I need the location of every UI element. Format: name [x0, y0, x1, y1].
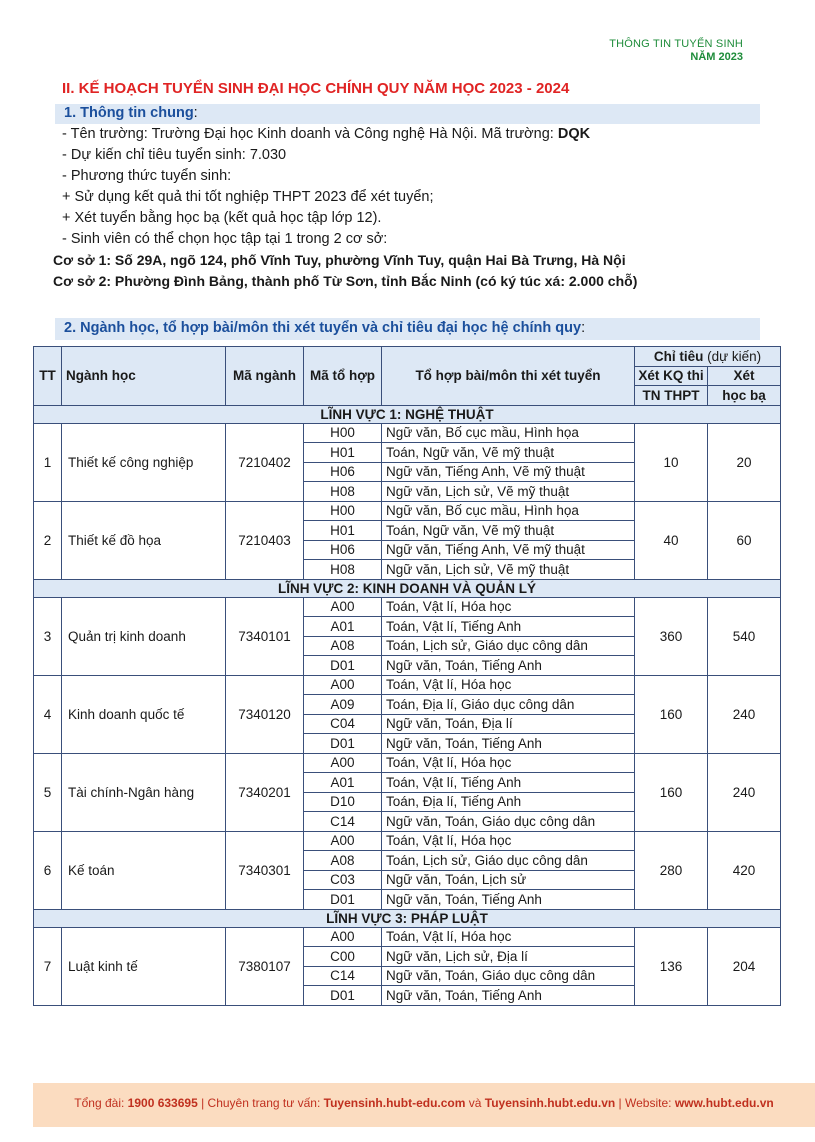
combo-subjects: Ngữ văn, Toán, Giáo dục công dân — [382, 812, 635, 832]
combo-subjects: Ngữ văn, Tiếng Anh, Vẽ mỹ thuật — [382, 462, 635, 482]
combo-code: H08 — [304, 482, 382, 502]
combo-subjects: Ngữ văn, Toán, Tiếng Anh — [382, 890, 635, 910]
major-index: 2 — [34, 501, 62, 579]
quota-thpt: 280 — [635, 831, 708, 909]
school-line — [62, 124, 637, 145]
combo-subjects: Ngữ văn, Lịch sử, Vẽ mỹ thuật — [382, 560, 635, 580]
major-name: Luật kinh tế — [62, 927, 226, 1005]
header-tt: TT — [34, 347, 62, 406]
major-index: 6 — [34, 831, 62, 909]
combo-subjects: Ngữ văn, Toán, Tiếng Anh — [382, 734, 635, 754]
combo-subjects: Toán, Vật lí, Tiếng Anh — [382, 773, 635, 793]
combo-code: H00 — [304, 501, 382, 521]
campus-2: Cơ sở 2: Phường Đình Bảng, thành phố Từ Sơn, tỉnh Bắc Ninh (có ký túc xá: 2.000 chỗ) — [53, 273, 638, 289]
combo-subjects: Ngữ văn, Toán, Tiếng Anh — [382, 656, 635, 676]
combo-subjects: Ngữ văn, Lịch sử, Vẽ mỹ thuật — [382, 482, 635, 502]
site-link-1[interactable]: Tuyensinh.hubt-edu.com — [323, 1096, 466, 1110]
major-name: Tài chính-Ngân hàng — [62, 753, 226, 831]
combo-subjects: Ngữ văn, Tiếng Anh, Vẽ mỹ thuật — [382, 540, 635, 560]
table-row — [34, 501, 781, 521]
major-name: Quản trị kinh doanh — [62, 597, 226, 675]
quota-hocba: 20 — [708, 423, 781, 501]
major-name: Thiết kế đồ họa — [62, 501, 226, 579]
combo-code: D01 — [304, 734, 382, 754]
field-row — [34, 909, 781, 927]
major-name: Kế toán — [62, 831, 226, 909]
combo-code: C14 — [304, 812, 382, 832]
combo-subjects: Ngữ văn, Toán, Địa lí — [382, 714, 635, 734]
header-line1: THÔNG TIN TUYỂN SINH — [609, 38, 743, 50]
combo-code: C04 — [304, 714, 382, 734]
combo-code: A08 — [304, 636, 382, 656]
quota-hocba: 420 — [708, 831, 781, 909]
combo-subjects: Toán, Vật lí, Hóa học — [382, 927, 635, 947]
subsection-colon: : — [193, 105, 198, 121]
combo-subjects: Toán, Vật lí, Hóa học — [382, 831, 635, 851]
major-code: 7340301 — [226, 831, 304, 909]
major-code: 7210403 — [226, 501, 304, 579]
major-code: 7210402 — [226, 423, 304, 501]
subsection-title: 2. Ngành học, tổ hợp bài/môn thi xét tuyển và chỉ tiêu đại học hệ chính quy — [64, 320, 582, 336]
combo-subjects: Ngữ văn, Toán, Giáo dục công dân — [382, 966, 635, 986]
subsection-general-info — [55, 104, 760, 124]
major-index: 1 — [34, 423, 62, 501]
header-hocba-2: học bạ — [708, 386, 781, 406]
field-row — [34, 405, 781, 423]
combo-subjects: Toán, Lịch sử, Giáo dục công dân — [382, 851, 635, 871]
combo-code: C14 — [304, 966, 382, 986]
table-row — [34, 675, 781, 695]
combo-subjects: Toán, Vật lí, Hóa học — [382, 597, 635, 617]
page-header — [609, 38, 743, 64]
combo-subjects: Ngữ văn, Lịch sử, Địa lí — [382, 947, 635, 967]
website-link[interactable]: www.hubt.edu.vn — [674, 1096, 774, 1110]
quota-line: - Dự kiến chỉ tiêu tuyển sinh: 7.030 — [62, 147, 287, 163]
quota-hocba: 540 — [708, 597, 781, 675]
section-title: II. KẾ HOẠCH TUYỂN SINH ĐẠI HỌC CHÍNH QUY NĂM HỌC 2023 - 2024 — [62, 80, 570, 97]
combo-code: H01 — [304, 443, 382, 463]
table-row — [34, 597, 781, 617]
header-major-code: Mã ngành — [226, 347, 304, 406]
combo-subjects: Ngữ văn, Toán, Tiếng Anh — [382, 986, 635, 1006]
school-code: DQK — [557, 126, 591, 142]
combo-subjects: Toán, Vật lí, Tiếng Anh — [382, 617, 635, 637]
combo-subjects: Toán, Ngữ văn, Vẽ mỹ thuật — [382, 443, 635, 463]
header-hocba-1: Xét — [708, 366, 781, 386]
combo-code: A09 — [304, 695, 382, 715]
quota-thpt: 136 — [635, 927, 708, 1005]
combo-subjects: Toán, Địa lí, Giáo dục công dân — [382, 695, 635, 715]
combo-code: A01 — [304, 773, 382, 793]
header-thpt-2: TN THPT — [635, 386, 708, 406]
combo-subjects: Ngữ văn, Toán, Lịch sử — [382, 870, 635, 890]
quota-hocba: 240 — [708, 675, 781, 753]
header-combo: Tổ hợp bài/môn thi xét tuyển — [382, 347, 635, 406]
quota-hocba: 60 — [708, 501, 781, 579]
combo-code: A00 — [304, 753, 382, 773]
combo-code: A08 — [304, 851, 382, 871]
general-info-block — [53, 124, 638, 292]
field-row — [34, 579, 781, 597]
major-index: 7 — [34, 927, 62, 1005]
quota-hocba: 240 — [708, 753, 781, 831]
combo-subjects: Toán, Lịch sử, Giáo dục công dân — [382, 636, 635, 656]
combo-code: C03 — [304, 870, 382, 890]
combo-code: H08 — [304, 560, 382, 580]
major-code: 7340120 — [226, 675, 304, 753]
quota-thpt: 360 — [635, 597, 708, 675]
subsection-colon: : — [581, 320, 586, 336]
campus-1: Cơ sở 1: Số 29A, ngõ 124, phố Vĩnh Tuy, phường Vĩnh Tuy, quận Hai Bà Trưng, Hà Nội — [53, 252, 626, 268]
major-name: Thiết kế công nghiệp — [62, 423, 226, 501]
table-row — [34, 753, 781, 773]
header-quota-label: Chỉ tiêu — [653, 348, 704, 364]
combo-subjects: Toán, Vật lí, Hóa học — [382, 753, 635, 773]
field-title: LĨNH VỰC 2: KINH DOANH VÀ QUẢN LÝ — [34, 579, 781, 597]
field-title: LĨNH VỰC 3: PHÁP LUẬT — [34, 909, 781, 927]
combo-code: A00 — [304, 927, 382, 947]
table-body — [34, 405, 781, 1005]
field-title: LĨNH VỰC 1: NGHỆ THUẬT — [34, 405, 781, 423]
combo-code: H00 — [304, 423, 382, 443]
major-code: 7340201 — [226, 753, 304, 831]
campus-note: - Sinh viên có thể chọn học tập tại 1 trong 2 cơ sở: — [62, 231, 388, 247]
combo-subjects: Ngữ văn, Bố cục mầu, Hình họa — [382, 501, 635, 521]
header-quota-note: (dự kiến) — [707, 348, 762, 364]
header-thpt-1: Xét KQ thi — [635, 366, 708, 386]
major-name: Kinh doanh quốc tế — [62, 675, 226, 753]
combo-code: D10 — [304, 792, 382, 812]
footer-text: Tổng đài: 1900 633695 | Chuyên trang tư vấn: Tuyensinh.hubt-edu.com và Tuyensinh.hubt.edu.vn | Website: www.hubt.edu.vn — [74, 1096, 774, 1110]
header-quota — [635, 347, 781, 367]
header-major: Ngành học — [62, 347, 226, 406]
combo-subjects: Toán, Địa lí, Tiếng Anh — [382, 792, 635, 812]
quota-thpt: 160 — [635, 675, 708, 753]
subsection-majors — [55, 318, 760, 340]
combo-code: H06 — [304, 540, 382, 560]
method-1: + Sử dụng kết quả thi tốt nghiệp THPT 2023 để xét tuyển; — [62, 189, 434, 205]
combo-code: A01 — [304, 617, 382, 637]
combo-code: A00 — [304, 597, 382, 617]
footer-bar — [33, 1083, 815, 1127]
major-code: 7380107 — [226, 927, 304, 1005]
method-2: + Xét tuyển bằng học bạ (kết quả học tập lớp 12). — [62, 210, 382, 226]
combo-code: D01 — [304, 890, 382, 910]
header-combo-code: Mã tổ hợp — [304, 347, 382, 406]
table-row — [34, 831, 781, 851]
quota-thpt: 40 — [635, 501, 708, 579]
combo-subjects: Toán, Vật lí, Hóa học — [382, 675, 635, 695]
combo-subjects: Ngữ văn, Bố cục mầu, Hình họa — [382, 423, 635, 443]
header-line2: NĂM 2023 — [690, 51, 743, 63]
major-index: 3 — [34, 597, 62, 675]
combo-code: C00 — [304, 947, 382, 967]
subsection-title: 1. Thông tin chung — [64, 105, 194, 121]
combo-subjects: Toán, Ngữ văn, Vẽ mỹ thuật — [382, 521, 635, 541]
hotline: 1900 633695 — [127, 1096, 198, 1110]
quota-thpt: 160 — [635, 753, 708, 831]
major-index: 5 — [34, 753, 62, 831]
combo-code: D01 — [304, 656, 382, 676]
school-text: - Tên trường: Trường Đại học Kinh doanh và Công nghệ Hà Nội. Mã trường: — [62, 126, 558, 142]
combo-code: H06 — [304, 462, 382, 482]
quota-thpt: 10 — [635, 423, 708, 501]
table-row — [34, 423, 781, 443]
method-line: - Phương thức tuyển sinh: — [62, 168, 232, 184]
combo-code: A00 — [304, 675, 382, 695]
site-link-2[interactable]: Tuyensinh.hubt.edu.vn — [484, 1096, 616, 1110]
quota-hocba: 204 — [708, 927, 781, 1005]
combo-code: H01 — [304, 521, 382, 541]
combo-code: D01 — [304, 986, 382, 1006]
table-row — [34, 927, 781, 947]
major-index: 4 — [34, 675, 62, 753]
combo-code: A00 — [304, 831, 382, 851]
major-code: 7340101 — [226, 597, 304, 675]
admission-table — [33, 346, 781, 1006]
